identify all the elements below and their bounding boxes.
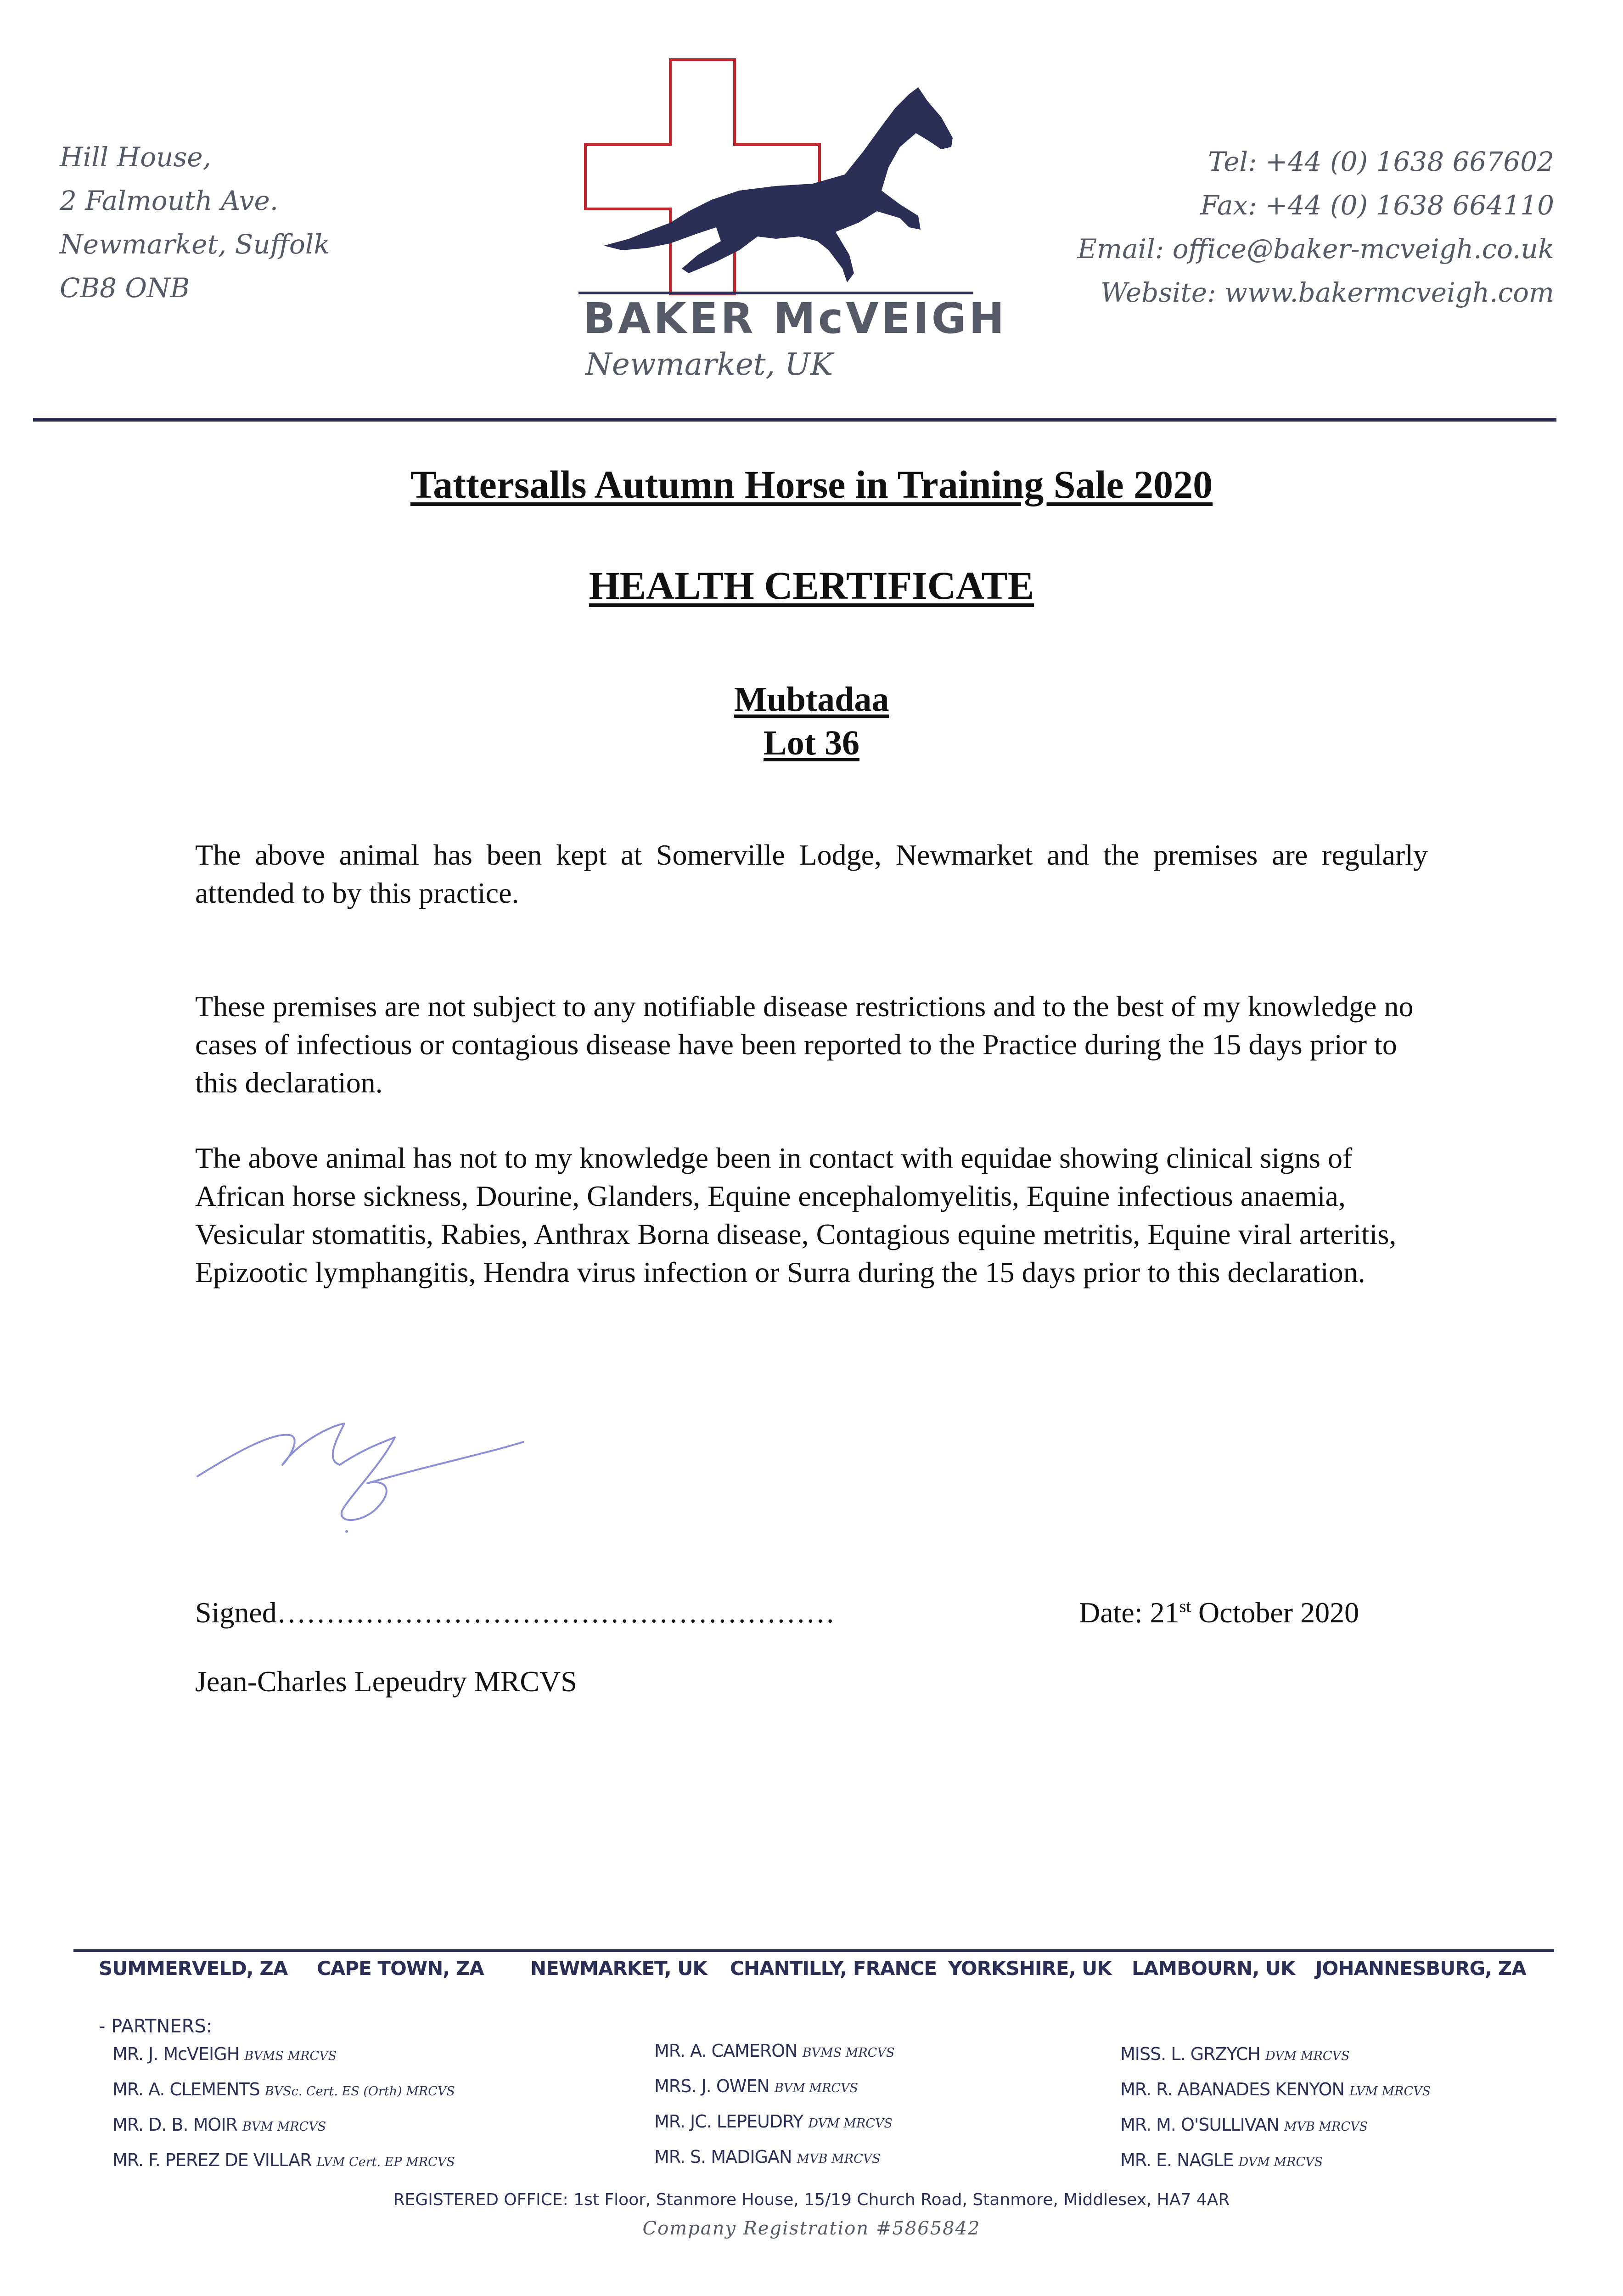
partner-entry: MRS. J. OWEN BVM MRCVS (654, 2076, 859, 2096)
contact-fax: Fax: +44 (0) 1638 664110 (1200, 190, 1554, 221)
address-line: Hill House, (60, 141, 212, 173)
registered-office: REGISTERED OFFICE: 1st Floor, Stanmore House, 15/19 Church Road, Stanmore, Middlesex, HA7 4AR (393, 2190, 1230, 2209)
partners-column-3 (1120, 2037, 1431, 2179)
brand-name: BAKER McVEIGH (583, 294, 1007, 343)
horse-name: Mubtadaa (734, 680, 889, 719)
partner-entry: MR. J. McVEIGH BVMS MRCVS (112, 2044, 337, 2064)
partner-entry: MR. A. CLEMENTS BVSc. Cert. ES (Orth) MRCVS (112, 2079, 455, 2099)
partner-entry: MISS. L. GRZYCH DVM MRCVS (1120, 2044, 1350, 2064)
partners-heading: - PARTNERS: (99, 2016, 213, 2037)
location-yorkshire: YORKSHIRE, UK (948, 1957, 1112, 1980)
vet-name: Jean-Charles Lepeudry MRCVS (195, 1665, 577, 1698)
partner-entry: MR. JC. LEPEUDRY DVM MRCVS (654, 2111, 893, 2132)
baker-mcveigh-logo (578, 53, 973, 301)
partner-entry: MR. A. CAMERON BVMS MRCVS (654, 2041, 895, 2061)
company-registration: Company Registration #5865842 (642, 2218, 981, 2239)
signature-image (193, 1391, 542, 1538)
header-divider (33, 418, 1556, 422)
address-line: Newmarket, Suffolk (60, 229, 330, 260)
paragraph-premises: The above animal has been kept at Somerville Lodge, Newmarket and the premises are regularly attended to by this practice. (195, 838, 1428, 909)
contact-website: Website: www.bakermcveigh.com (1100, 277, 1554, 308)
partner-entry: MR. F. PEREZ DE VILLAR LVM Cert. EP MRCVS (112, 2150, 455, 2170)
partners-column-1 (112, 2037, 455, 2179)
contact-email: Email: office@baker-mcveigh.co.uk (1077, 233, 1554, 264)
footer-divider (73, 1949, 1554, 1952)
brand-location: Newmarket, UK (585, 347, 833, 382)
location-lambourn: LAMBOURN, UK (1132, 1957, 1295, 1980)
partner-entry: MR. R. ABANADES KENYON LVM MRCVS (1120, 2079, 1431, 2099)
signed-line: Signed………………………………………………… (195, 1596, 835, 1629)
location-summerveld: SUMMERVELD, ZA (99, 1957, 288, 1980)
partners-column-2 (654, 2034, 894, 2176)
address-line: CB8 ONB (60, 272, 190, 304)
paragraph-contact-declaration: The above animal has not to my knowledge been in contact with equidae showing clinical signs of African horse sickness, Dourine, Glanders, Equine encephalomyelitis, Equine infectious anaemia, Vesicular stomatitis, Rabies, Anthrax Borna disease, Contagious equine metritis, Equine viral arteritis, Epizootic lymphangitis, Hendra virus infection or Surra during the 15 days prior to this declaration. (195, 1142, 1397, 1289)
location-cape-town: CAPE TOWN, ZA (317, 1957, 484, 1980)
contact-phone: Tel: +44 (0) 1638 667602 (1208, 146, 1554, 177)
paragraph-restrictions: These premises are not subject to any notifiable disease restrictions and to the best of my knowledge no cases of infectious or contagious disease have been reported to the Practice during the 15 days prior to this declaration. (195, 990, 1414, 1099)
partner-entry: MR. S. MADIGAN MVB MRCVS (654, 2147, 881, 2167)
location-johannesburg: JOHANNESBURG, ZA (1315, 1957, 1526, 1980)
partner-entry: MR. D. B. MOIR BVM MRCVS (112, 2115, 326, 2135)
document-title: HEALTH CERTIFICATE (589, 563, 1034, 608)
lot-number: Lot 36 (764, 724, 859, 762)
practice-address (60, 135, 330, 310)
location-newmarket: NEWMARKET, UK (530, 1957, 707, 1980)
certificate-date: Date: 21st October 2020 (1079, 1596, 1359, 1629)
address-line: 2 Falmouth Ave. (60, 185, 279, 216)
horse-icon (604, 87, 953, 282)
practice-contact (1078, 140, 1554, 315)
sale-title: Tattersalls Autumn Horse in Training Sale 2020 (410, 462, 1213, 506)
partner-entry: MR. M. O'SULLIVAN MVB MRCVS (1120, 2115, 1368, 2135)
partner-entry: MR. E. NAGLE DVM MRCVS (1120, 2150, 1323, 2170)
location-chantilly: CHANTILLY, FRANCE (730, 1957, 937, 1980)
